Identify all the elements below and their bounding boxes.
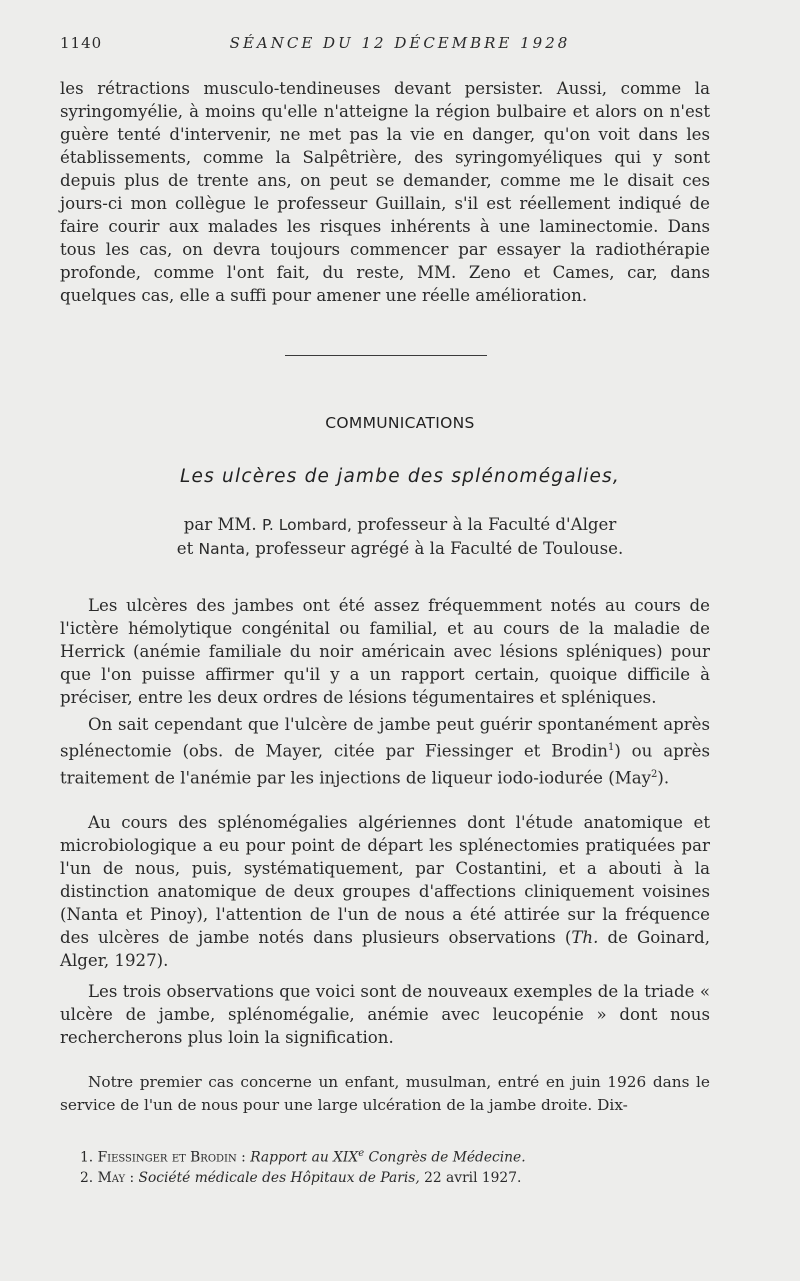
footnote-rest: Congrès de Médecine.	[364, 1149, 526, 1166]
paragraph-spontaneous-healing	[60, 713, 710, 789]
section-heading: COMMUNICATIONS	[325, 414, 475, 432]
footnote-1	[80, 1144, 720, 1168]
header-title: SÉANCE DU 12 DÉCEMBRE 1928	[229, 34, 571, 52]
p4-thesis-abbrev: Th.	[571, 928, 599, 947]
p4-text-a: Au cours des splénomégalies algériennes dont l'étude anatomique et microbiologique a eu pour point de départ les splénectomies pratiquées par l'un de nous, puis, systématiquement, par Costantini, et a abouti à la distinction anatomique de deux groupes d'affections cliniquement voisines (Nanta et Pinoy), l'attention de l'un de nous a été attirée sur la fréquence des ulcères de jambe notés dans plusieurs observations (	[60, 813, 710, 947]
paragraph-first-case: Notre premier cas concerne un enfant, musulman, entré en juin 1926 dans le service de l'un de nous pour une large ulcération de la jambe droite. Dix-	[60, 1073, 710, 1114]
footnote-ref-1: 1	[607, 742, 615, 753]
p4-text-b: de Goinard, Alger, 1927).	[60, 928, 710, 970]
footnote-title: Société médicale des Hôpitaux de Paris,	[138, 1169, 420, 1186]
paragraph-continuation: les rétractions musculo-tendineuses devant persister. Aussi, comme la syringomyélie, à moins qu'elle n'atteigne la région bulbaire et alors on n'est guère tenté d'intervenir, ne met pas la vie en danger, qu'on voit dans les établissements, comme la Salpêtrière, des syringomyéliques qui y sont depuis plus de trente ans, on peut se demander, comme me le disait ces jours-ci mon collègue le professeur Guillain, s'il est réellement indiqué de faire courir aux malades les risques inhérents à une laminectomie. Dans tous les cas, on devra toujours commencer par essayer la radiothérapie profonde, comme l'ont fait, du reste, MM. Zeno et Cames, car, dans quelques cas, elle a suffi pour amener une réelle amélioration.	[60, 79, 710, 305]
footnote-2	[80, 1168, 720, 1188]
p3-text-a: On sait cependant que l'ulcère de jambe peut guérir spontanément après splénectomie (obs. de Mayer, citée par Fiessinger et Brodin	[60, 715, 710, 761]
p3-text-c: ).	[657, 768, 670, 788]
section-separator	[285, 355, 487, 356]
author-nanta: Nanta,	[198, 540, 250, 558]
footnote-title-sup: e	[358, 1148, 365, 1159]
footnote-rest: 22 avril 1927.	[419, 1169, 522, 1186]
byline-prefix: par MM.	[183, 515, 257, 534]
footnote-authors: May	[97, 1169, 126, 1186]
footnote-ref-2: 2	[651, 768, 658, 780]
footnote-sep: :	[236, 1149, 251, 1166]
byline-conjunction: et	[176, 539, 194, 558]
byline-line-2	[0, 537, 800, 561]
paragraph-triad: Les trois observations que voici sont de nouveaux exemples de la triade « ulcère de jambe, splénomégalie, anémie avec leucopénie » dont nous rechercherons plus loin la signification.	[60, 982, 710, 1047]
affiliation-nanta: professeur agrégé à la Faculté de Toulouse.	[255, 539, 624, 558]
page-number: 1140	[60, 34, 103, 52]
p3-text-b: ) ou après traitement de l'anémie par les injections de liqueur iodo-iodurée (May	[60, 741, 711, 788]
footnote-title: Rapport au XIX	[250, 1149, 359, 1166]
paragraph-algerian-splenomegaly	[60, 811, 710, 972]
running-header	[60, 34, 740, 58]
paragraph-intro: Les ulcères des jambes ont été assez fréquemment notés au cours de l'ictère hémolytique congénital ou familial, et au cours de la maladie de Herrick (anémie familiale du noir américain avec lésions spléniques) pour que l'on puisse affirmer qu'il y a un rapport certain, quoique difficile à préciser, entre les deux ordres de lésions tégumentaires et spléniques.	[60, 596, 710, 707]
article-title: Les ulcères de jambe des splénomégalies,	[180, 466, 620, 487]
footnote-authors: Fiessinger et Brodin	[97, 1149, 237, 1166]
byline-line-1	[0, 513, 800, 537]
footnotes	[80, 1144, 720, 1188]
footnote-number: 2.	[80, 1169, 94, 1186]
author-lombard: P. Lombard,	[261, 516, 352, 534]
footnote-number: 1.	[80, 1149, 94, 1166]
affiliation-lombard: professeur à la Faculté d'Alger	[357, 515, 617, 534]
footnote-sep: :	[125, 1169, 139, 1186]
